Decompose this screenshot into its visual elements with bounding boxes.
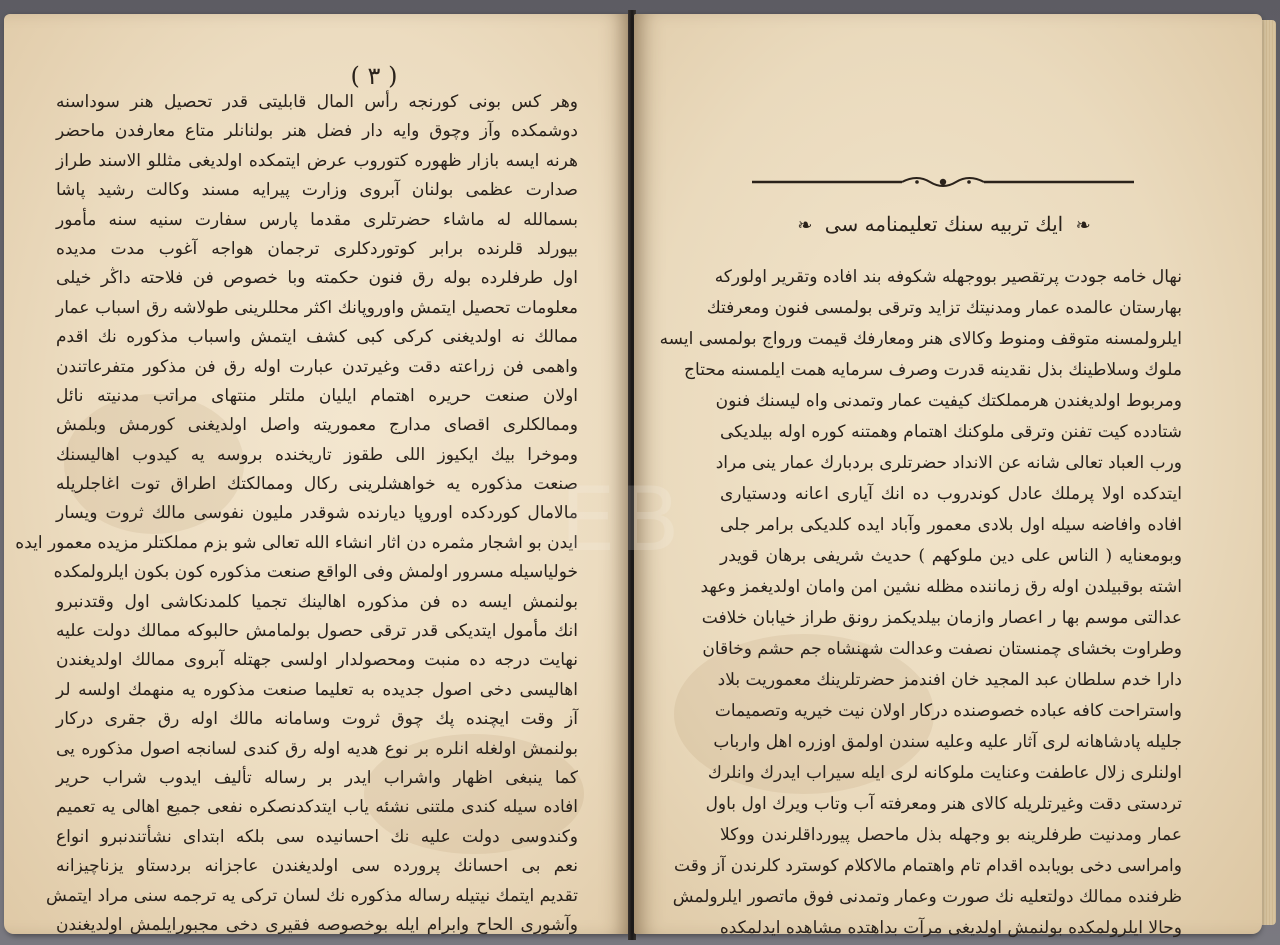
- text-line: وحالا ايلرولمكده بولنمش اولديغى مرآت بداهتده مشاهده ايدلمكده: [719, 918, 1182, 938]
- text-line: اشته بوقبيلدن اوله رق زماننده مظله نشين امن وامان اولديغمز وعهد: [700, 577, 1182, 597]
- text-line: بيورلد قلرنده برابر كوتوردكلرى ترجمان هواجه آغوب مدت مديده: [56, 238, 578, 259]
- text-line: وامراسى دخى بويابده اقدام تام واهتمام مالاكلام كوسترد كلرندن آز وقت: [674, 856, 1182, 876]
- text-line: جليله پادشاهانه لرى آثار عليه وعليه سندن اولمق اوزره اهل وارباب: [713, 732, 1182, 752]
- text-line: دوشمكده وآز وچوق وايه دار فضل هنر بولنانلر متاع معارفدن ماحضر: [56, 121, 578, 142]
- text-line: واستراحت كافه عباده خصوصنده دركار اولان نيت خيريه وتصميمات: [714, 701, 1182, 721]
- page-edges: [1262, 20, 1276, 925]
- text-line: وهر كس بونى كورنجه رأس المال قابليتى قدر تحصيل هنر سوداسنه: [56, 92, 578, 112]
- text-line: ملوك وسلاطينك بذل نقدينه قدرت وصرف سرمايه همت ايلمسنه محتاج: [684, 360, 1182, 380]
- text-line: تقديم ايتمك نيتيله رساله مذكوره نك لسان تركى يه ترجمه سنى مراد ايتمش: [46, 885, 578, 906]
- text-line: نعم بى احسانك پرورده سى اولديغندن عاجزانه بردستاو يزناچيزانه: [56, 856, 578, 877]
- right-page-text: [659, 262, 1182, 944]
- text-line: نهال خامه جودت پرتقصير بووجهله شكوفه بند افاده وتقرير اولوركه: [714, 267, 1182, 287]
- text-line: وآشورى الحاح وابرام ايله بوخصوصه فقيرى دخى مجبورايلمش اولديغندن: [56, 914, 578, 935]
- text-line: بهارستان عالمده عمار ومدنيتك تزايد وترقى بولمسى فنون ومعرفتك: [706, 298, 1182, 318]
- text-line: دارا خدم سلطان عبد المجيد خان افندمز حضرتلرينك معموريت بلاد: [717, 670, 1182, 690]
- text-line: هرنه ايسه بازار ظهوره كتوروب عرض ايتمكده اولديغى مثللو الاسند طراز: [56, 150, 578, 171]
- left-page: [4, 14, 630, 934]
- left-page-text: [15, 88, 578, 940]
- text-line: افاده سيله كندى ملتنى نشئه ياب ايتدكدنصكره نفعى جميع اهالى يه تعميم: [56, 797, 578, 818]
- text-line: معلومات تحصيل ايتمش واوروپانك اكثر محللرينى طولاشه رق اسباب عمار: [56, 297, 578, 318]
- text-line: انك مأمول ايتديكى قدر ترقى حصول بولمامش حالبوكه ممالك دولت عليه: [56, 621, 578, 642]
- text-line: وبومعنايه ( الناس على دين ملوكهم ) حديث شريفى برهان قويدر: [720, 546, 1182, 566]
- section-heading: [784, 212, 1104, 236]
- ornament-divider: [752, 174, 1134, 190]
- text-line: ايلرولمسنه متوقف ومنوط وكالاى هنر ومعارفك قيمت ورواج بولمسى ايسه: [659, 329, 1182, 349]
- text-line: ظرفنده ممالك دولتعليه نك صورت وعمار وتمدنى فوق ماتصور ايلرولمش: [672, 887, 1182, 907]
- text-line: شتادده كيت تفنن وترقى ملوكنك اهتمام وهمتنه كوره اوله بيلديكى: [720, 422, 1182, 442]
- text-line: مالامال كوردكده اوروپا ديارنده شوقدر مليون نفوسى مالك ثروت ويسار: [56, 503, 578, 524]
- text-line: اول طرفلرده بوله رق فنون حكمته وبا خصوص فن فلاحته داڭر خيلى: [56, 268, 578, 289]
- text-line: وموخرا بيك ايكيوز اللى طقوز تاريخنده بروسه يه كيدوب اهاليسنك: [56, 444, 578, 465]
- text-line: واهمى فن زراعته دقت وغيرتدن عبارت اوله رق فن مذكور متفرعاتندن: [56, 356, 578, 377]
- text-line: تردستى دقت وغيرتلريله كالاى هنر ومعرفته آب وتاب ويرك اول باول: [705, 794, 1182, 814]
- text-line: صدارت عظمى بولنان آبروى وزارت پيرايه مسند وكالت رشيد پاشا: [56, 180, 578, 201]
- text-line: ورب العباد تعالى شانه عن الانداد حضرتلرى بردبارك عمار ينى مراد: [715, 453, 1182, 473]
- text-line: بسمالله له ماشاء حضرتلرى مقدما پارس سفارت سنيه سنه مأمور: [56, 209, 578, 230]
- text-line: ايتدكده اولا پرملك عادل كوندروب ده انك آيارى اعانه ودستيارى: [720, 484, 1182, 504]
- text-line: صنعت مذكوره يه خواهشلرينى ركال وممالكتك اطراق توت اغاجلريله: [56, 474, 578, 495]
- text-line: اولان صنعت حريره اهتمام ايليان ملتلر منتهاى مراتب مدنيته نائل: [56, 385, 578, 406]
- text-line: افاده وافاضه سيله اول بلادى معمور وآباد ايده كلديكى برامر جلى: [720, 515, 1182, 535]
- text-line: آز وقت ايچنده پك چوق ثروت وسامانه مالك اوله رق جقرى دركار: [56, 709, 578, 730]
- text-line: اولنلرى زلال عاطفت وعنايت ملوكانه لرى ايله سيراب ايدرك وانلرك: [707, 763, 1182, 783]
- text-line: نهايت درجه ده منبت ومحصولدار اولسى جهتله آبروى ممالك اولديغندن: [56, 650, 578, 671]
- text-line: كما ينبغى اظهار واشراب ايدر بر رساله تأليف ايدوب شراب حرير: [56, 767, 578, 788]
- text-line: بولنمش اولغله انلره بر نوع هديه اوله رق كندى لسانجه اصول مذكوره يى: [56, 738, 578, 759]
- text-line: ممالك نه اولديغنى كركى كبى كشف ايتمش واسباب مذكوره نك اقدم: [56, 327, 578, 348]
- page-number: ( ٣ ): [350, 62, 398, 90]
- text-line: بولنمش ايسه ده فن مذكوره اهالينك تجميا كلمدنكاشى اول وقتدنبرو: [56, 591, 578, 612]
- text-line: وممالكلرى اقصاى مدارج معموريته واصل اولديغنى كورمش وبلمش: [56, 415, 578, 436]
- text-line: اهاليسى دخى اصول جديده به تعليما صنعت مذكوره يه منهمك اولسه لر: [56, 679, 578, 700]
- text-line: ايدن بو اشجار مثمره دن اثار انشاء الله تعالى شو بزم مملكتلر مزيده معمور ايده: [15, 532, 578, 553]
- text-line: ومربوط اولديغندن هرمملكتك كيفيت عمار وتمدنى واه ليسنك فنون: [715, 391, 1182, 411]
- text-line: وطراوت بخشاى چمنستان نصفت وعدالت شهنشاه جم حشم وخاقان: [702, 639, 1182, 659]
- text-line: عمار ومدنيت طرفلرينه بو وجهله بذل ماحصل پيورداقلرندن ووكلا: [720, 825, 1182, 845]
- fleuron-icon: ❧: [1075, 215, 1091, 236]
- section-heading-text: ايك تربيه سنك تعليمنامه سى: [824, 212, 1064, 236]
- fleuron-icon: ❧: [797, 215, 813, 236]
- text-line: وكندوسى دولت عليه نك احسانيده سى بلكه ابتداى نشأتندنبرو انواع: [56, 826, 578, 847]
- right-page: [634, 14, 1262, 938]
- text-line: خولياسيله مسرور اولمش وفى الواقع صنعت مذكوره كون بكون ايلرولمكده: [53, 562, 578, 583]
- text-line: عدالتى موسم بها ر اعصار وازمان بيلديكمز رونق طراز خيابان خلافت: [701, 608, 1182, 628]
